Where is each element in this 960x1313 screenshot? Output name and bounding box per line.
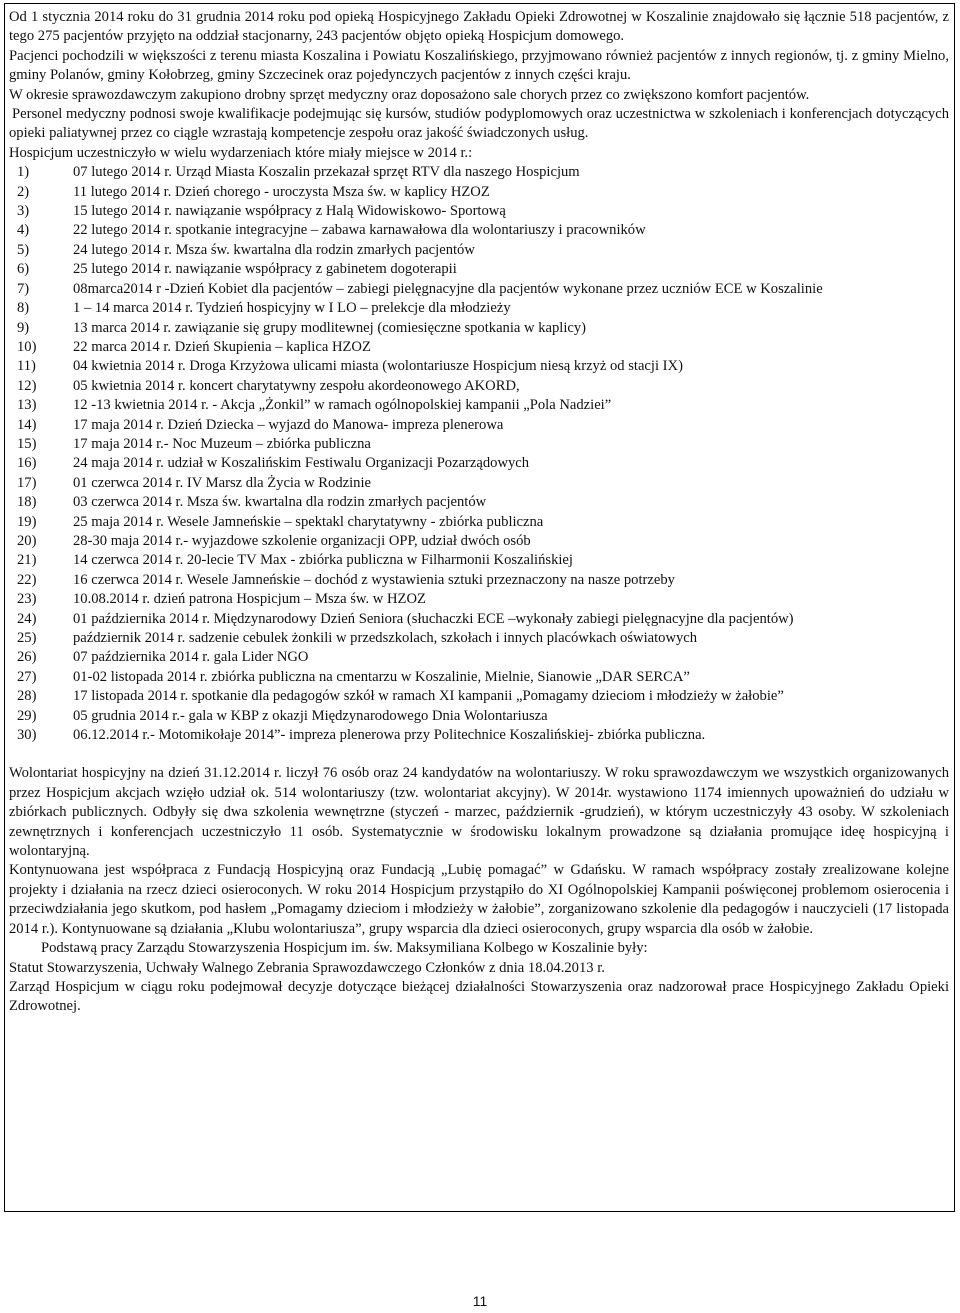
event-number: 17): [17, 474, 37, 491]
event-text: 12 -13 kwietnia 2014 r. - Akcja „Żonkil” w ramach ogólnopolskiej kampanii „Pola Nadziei”: [73, 397, 612, 414]
event-number: 5): [17, 241, 30, 258]
event-number: 13): [17, 397, 37, 414]
event-list-item: [9, 435, 949, 454]
event-text: 04 kwietnia 2014 r. Droga Krzyżowa ulicami miasta (wolontariusze Hospicjum niesą krzyż od stacji IX): [73, 358, 683, 375]
event-list-item: [9, 454, 949, 473]
event-text: 17 listopada 2014 r. spotkanie dla pedagogów szkół w ramach XI kampanii „Pomagamy dzieciom i młodzieży w żałobie”: [73, 688, 784, 705]
event-list-item: [9, 532, 949, 551]
event-text: 16 czerwca 2014 r. Wesele Jamneńskie – dochód z wystawienia sztuki przeznaczony na nasze potrzeby: [73, 571, 675, 588]
event-number: 25): [17, 630, 37, 646]
event-list-item: [9, 319, 949, 338]
event-text: 01 czerwca 2014 r. IV Marsz dla Życia w Rodzinie: [73, 474, 371, 491]
event-number: 2): [17, 183, 30, 200]
event-text: 25 maja 2014 r. Wesele Jamneńskie – spektakl charytatywny - zbiórka publiczna: [73, 513, 544, 530]
event-number: 8): [17, 300, 30, 317]
event-number: 21): [17, 552, 37, 569]
event-text: 24 lutego 2014 r. Msza św. kwartalna dla rodzin zmarłych pacjentów: [73, 241, 475, 258]
event-text: 08marca2014 r -Dzień Kobiet dla pacjentów – zabiegi pielęgnacyjne dla pacjentów wykonane przez uczniów ECE w Koszalinie: [73, 280, 823, 297]
event-number: 19): [17, 513, 37, 530]
event-text: 01 października 2014 r. Międzynarodowy Dzień Seniora (słuchaczki ECE –wykonały zabiegi pielęgnacyjne dla pacjentów): [73, 610, 794, 627]
event-number: 1): [17, 164, 30, 181]
event-list-item: [9, 493, 949, 512]
event-list-item: [9, 610, 949, 629]
event-text: 01-02 listopada 2014 r. zbiórka publiczna na cmentarzu w Koszalinie, Mielnie, Sianowie „DAR SERCA”: [73, 668, 690, 685]
event-text: październik 2014 r. sadzenie cebulek żonkili w przedszkolach, szkołach i innych placówkach oświatowych: [73, 630, 698, 646]
event-list-item: [9, 513, 949, 532]
event-list-item: [9, 377, 949, 396]
event-text: 25 lutego 2014 r. nawiązanie współpracy z gabinetem dogoterapii: [73, 261, 457, 278]
event-list-item: [9, 648, 949, 667]
event-list-item: [9, 241, 949, 260]
event-list-item: [9, 687, 949, 706]
event-text: 22 marca 2014 r. Dzień Skupienia – kaplica HZOZ: [73, 338, 371, 355]
event-number: 30): [17, 727, 37, 744]
event-number: 3): [17, 203, 30, 220]
event-list-item: [9, 299, 949, 318]
event-list-item: [9, 338, 949, 357]
events-list: [9, 163, 949, 745]
board-decisions-paragraph: Zarząd Hospicjum w ciągu roku podejmował decyzje dotyczące bieżącej działalności Stowarzyszenia oraz nadzorował prace Hospicyjnego Zakładu Opieki Zdrowotnej.: [9, 978, 949, 1015]
event-list-item: [9, 590, 949, 609]
event-list-item: [9, 280, 949, 299]
event-number: 26): [17, 649, 37, 666]
cooperation-paragraph: Kontynuowana jest współpraca z Fundacją Hospicyjną oraz Fundacją „Lubię pomagać” w Gdańsku. W ramach współpracy zostały zrealizowane kolejne projekty i działania na rzecz dzieci osieroconych. W roku 2014 Hospicjum przystąpiło do XI Ogólnopolskiej Kampanii poświęconej problemom osierocenia i przeciwdziałania jego skutkom, pod hasłem „Pomagamy dzieciom i młodzieży w żałobie”, zorganizowano szkolenie dla pedagogów i nauczycieli (17 listopada 2014 r.). Kontynuowane są działania „Klubu wolontariusza”, grupy wsparcia dla dzieci osieroconych, grupy wsparcia dla osób w żałobie.: [9, 862, 949, 937]
event-text: 24 maja 2014 r. udział w Koszalińskim Festiwalu Organizacji Pozarządowych: [73, 455, 530, 472]
event-list-item: [9, 221, 949, 240]
event-number: 7): [17, 280, 30, 297]
event-number: 6): [17, 261, 30, 278]
event-text: 28-30 maja 2014 r.- wyjazdowe szkolenie organizacji OPP, udział dwóch osób: [73, 532, 531, 549]
event-list-item: [9, 726, 949, 745]
event-number: 9): [17, 319, 30, 336]
intro-paragraph-events-heading: Hospicjum uczestniczyło w wielu wydarzeniach które miały miejsce w 2014 r.:: [9, 144, 473, 161]
event-list-item: [9, 707, 949, 726]
event-number: 27): [17, 668, 37, 685]
event-list-item: [9, 357, 949, 376]
intro-paragraph-staff-qualifications: Personel medyczny podnosi swoje kwalifikacje podejmując się kursów, studiów podyplomowych oraz uczestnictwa w szkoleniach i konferencjach dotyczących opieki paliatywnej przez co ciągle wzrastają kompetencje zespołu oraz jakość świadczonych usług.: [9, 106, 949, 142]
event-list-item: [9, 551, 949, 570]
board-basis-paragraph: Podstawą pracy Zarządu Stowarzyszenia Hospicjum im. św. Maksymiliana Kolbego w Koszalinie były:: [41, 940, 648, 957]
event-number: 11): [17, 358, 36, 375]
intro-paragraph-patient-origin: Pacjenci pochodzili w większości z terenu miasta Koszalina i Powiatu Koszalińskiego, przyjmowano również pacjentów z innych regionów, tj. z gminy Mielno, gminy Polanów, gminy Kołobrzeg, gminy Szczecinek oraz pojedynczych pacjentów z innych części kraju.: [9, 47, 949, 84]
statute-paragraph: Statut Stowarzyszenia, Uchwały Walnego Zebrania Sprawozdawczego Członków z dnia 18.04.2013 r.: [9, 959, 605, 976]
event-list-item: [9, 183, 949, 202]
event-text: 07 lutego 2014 r. Urząd Miasta Koszalin przekazał sprzęt RTV dla naszego Hospicjum: [73, 164, 580, 181]
event-text: 1 – 14 marca 2014 r. Tydzień hospicyjny w I LO – prelekcje dla młodzieży: [73, 300, 511, 317]
event-number: 23): [17, 591, 37, 608]
section-gap: [9, 745, 949, 764]
event-number: 16): [17, 455, 37, 472]
event-number: 29): [17, 707, 37, 724]
event-list-item: [9, 163, 949, 182]
event-list-item: [9, 629, 949, 648]
event-text: 17 maja 2014 r.- Noc Muzeum – zbiórka publiczna: [73, 435, 371, 452]
intro-paragraph-equipment: W okresie sprawozdawczym zakupiono drobny sprzęt medyczny oraz doposażono sale chorych przez co zwiększono komfort pacjentów.: [9, 86, 810, 103]
event-text: 10.08.2014 r. dzień patrona Hospicjum – Msza św. w HZOZ: [73, 591, 426, 608]
intro-paragraph-patients-count: Od 1 stycznia 2014 roku do 31 grudnia 2014 roku pod opieką Hospicyjnego Zakładu Opieki Zdrowotnej w Koszalinie znajdowało się łącznie 518 pacjentów, z tego 275 pacjentów przyjęto na oddział stacjonarny, 243 pacjentów objęto opieką Hospicjum domowego.: [9, 9, 949, 45]
volunteers-paragraph: Wolontariat hospicyjny na dzień 31.12.2014 r. liczył 76 osób oraz 24 kandydatów na wolontariuszy. W roku sprawozdawczym we wszystkich organizowanych przez Hospicjum akcjach wzięło udział ok. 514 wolontariuszy (tzw. wolontariat akcyjny). W 2014r. wystawiono 1174 imiennych upoważnień do udziału w zbiórkach publicznych. Odbyły się dwa szkolenia wewnętrzne (styczeń - marzec, październik -grudzień), w którym uczestniczyły 43 osoby. W szkoleniach zewnętrznych i konferencjach uczestniczyło 11 osób. Systematycznie w środowisku lokalnym prowadzone są działania promujące ideę hospicyjną i wolontaryjną.: [9, 765, 949, 860]
event-number: 14): [17, 416, 37, 433]
event-list-item: [9, 571, 949, 590]
event-number: 28): [17, 688, 37, 705]
event-number: 24): [17, 610, 37, 627]
event-list-item: [9, 668, 949, 687]
event-number: 22): [17, 571, 37, 588]
event-text: 22 lutego 2014 r. spotkanie integracyjne – zabawa karnawałowa dla wolontariuszy i pracowników: [73, 222, 646, 239]
event-text: 05 kwietnia 2014 r. koncert charytatywny zespołu akordeonowego AKORD,: [73, 377, 520, 394]
event-list-item: [9, 416, 949, 435]
event-text: 06.12.2014 r.- Motomikołaje 2014”- impreza plenerowa przy Politechnice Koszalińskiej- zbiórka publiczna.: [73, 727, 706, 744]
event-number: 10): [17, 338, 37, 355]
event-text: 14 czerwca 2014 r. 20-lecie TV Max - zbiórka publiczna w Filharmonii Koszalińskiej: [73, 552, 573, 569]
event-number: 20): [17, 532, 37, 549]
event-list-item: [9, 396, 949, 415]
event-number: 4): [17, 222, 30, 239]
event-number: 15): [17, 435, 37, 452]
event-text: 11 lutego 2014 r. Dzień chorego - uroczysta Msza św. w kaplicy HZOZ: [73, 183, 490, 200]
event-text: 07 października 2014 r. gala Lider NGO: [73, 649, 309, 666]
event-number: 12): [17, 377, 37, 394]
event-text: 17 maja 2014 r. Dzień Dziecka – wyjazd do Manowa- impreza plenerowa: [73, 416, 504, 433]
event-number: 18): [17, 494, 37, 511]
event-text: 15 lutego 2014 r. nawiązanie współpracy z Halą Widowiskowo- Sportową: [73, 203, 506, 220]
event-text: 03 czerwca 2014 r. Msza św. kwartalna dla rodzin zmarłych pacjentów: [73, 494, 487, 511]
event-text: 05 grudnia 2014 r.- gala w KBP z okazji Międzynarodowego Dnia Wolontariusza: [73, 707, 548, 724]
event-list-item: [9, 260, 949, 279]
document-frame: [4, 3, 955, 1212]
event-list-item: [9, 474, 949, 493]
event-text: 13 marca 2014 r. zawiązanie się grupy modlitewnej (comiesięczne spotkania w kaplicy): [73, 319, 587, 336]
page-number: 11: [472, 1293, 488, 1309]
event-list-item: [9, 202, 949, 221]
